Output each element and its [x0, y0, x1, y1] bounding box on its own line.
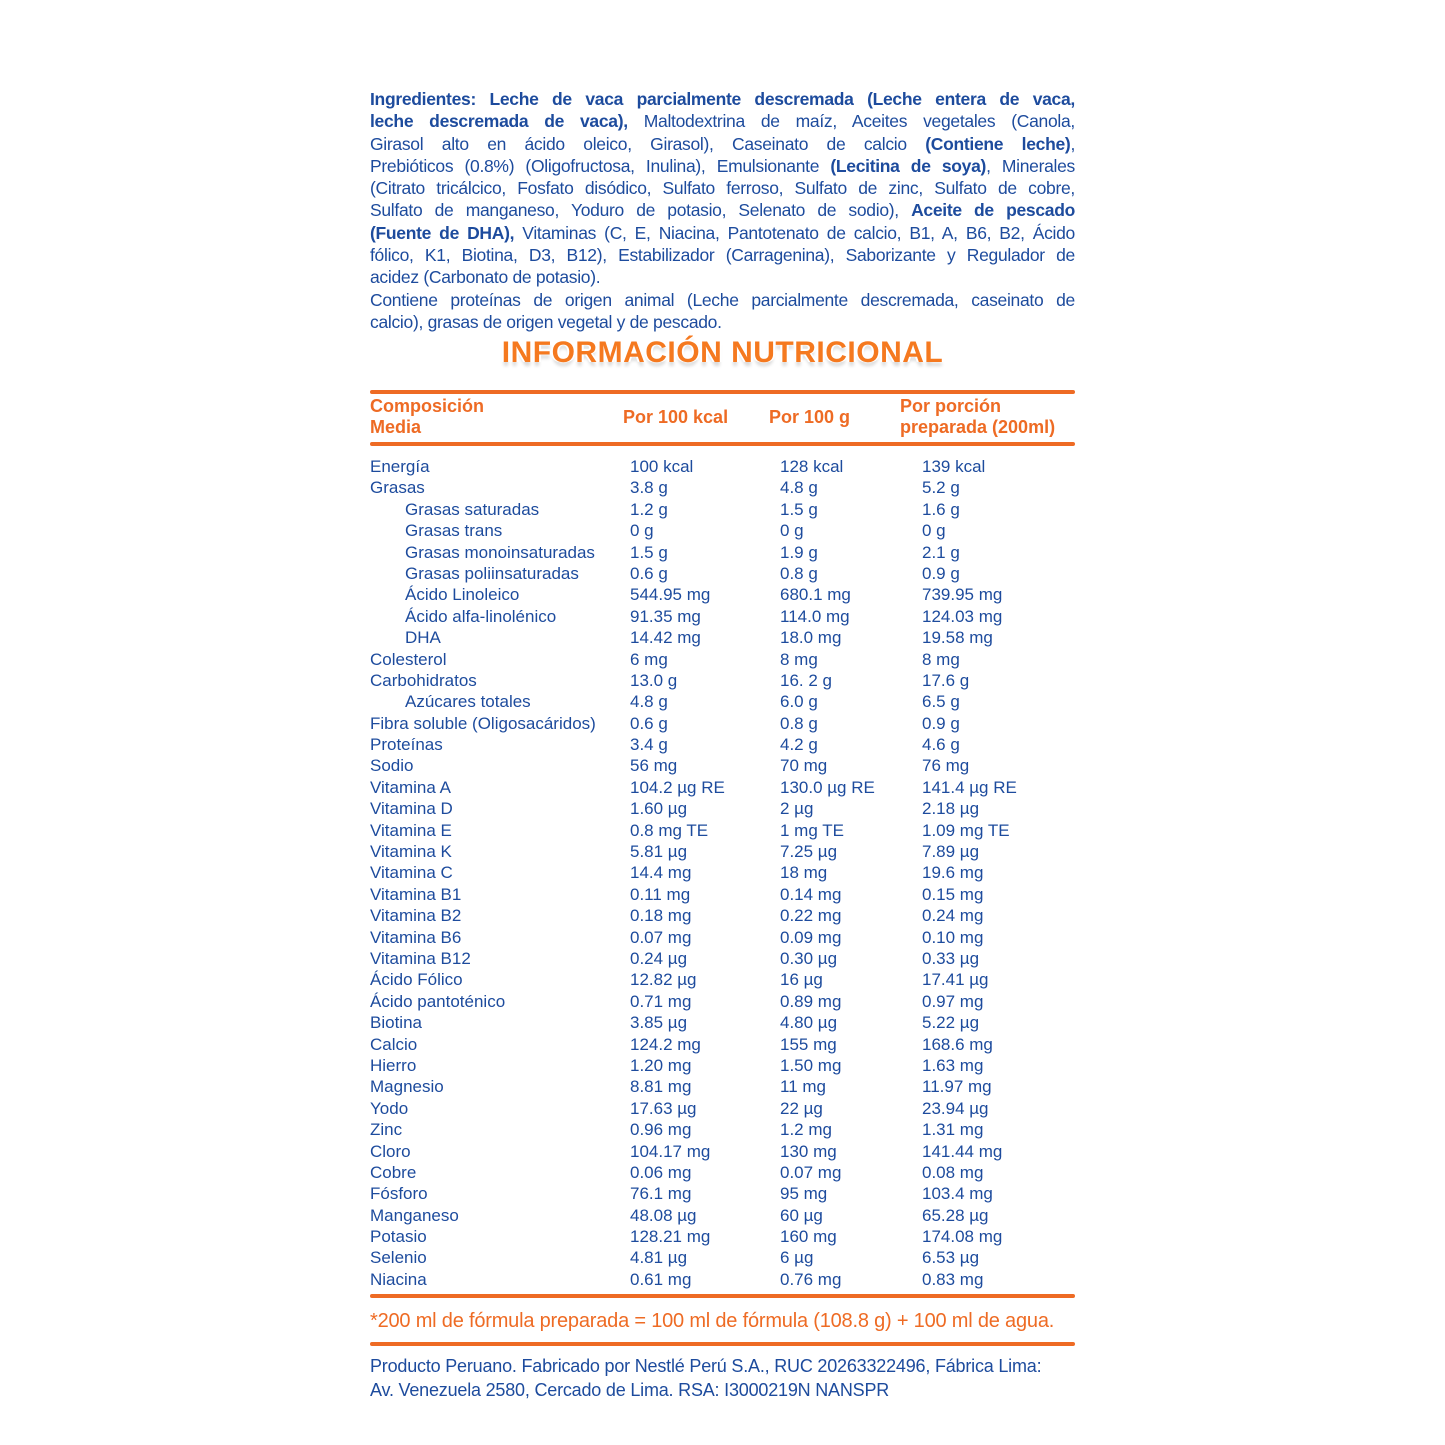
row-label: Sodio — [370, 756, 414, 776]
table-row — [370, 1247, 1075, 1268]
row-value-col3: 0.24 mg — [922, 906, 984, 926]
row-value-col2: 0.14 mg — [780, 884, 842, 904]
row-value-col2: 1.9 g — [780, 542, 818, 562]
row-value-col2: 1.2 mg — [780, 1120, 832, 1140]
row-value-col1: 6 mg — [630, 649, 668, 669]
ingredient-text-bold: Aceite de pescado — [911, 200, 1075, 221]
table-row — [370, 542, 1075, 563]
row-value-col1: 3.4 g — [630, 735, 668, 755]
ingredient-text: , Minerales — [986, 155, 1075, 176]
row-value-col1: 104.17 mg — [630, 1141, 711, 1161]
row-value-col2: 4.8 g — [780, 478, 818, 498]
table-row — [370, 563, 1075, 584]
row-value-col3: 19.58 mg — [922, 628, 993, 648]
row-value-col2: 0.89 mg — [780, 991, 842, 1011]
row-value-col1: 0.06 mg — [630, 1162, 692, 1182]
row-value-col1: 1.60 µg — [630, 799, 688, 819]
row-value-col3: 17.6 g — [922, 670, 970, 690]
row-value-col1: 0.8 mg TE — [630, 820, 709, 840]
row-value-col2: 130.0 µg RE — [780, 777, 875, 797]
row-value-col3: 5.22 µg — [922, 1013, 980, 1033]
ingredient-text-bold: (Fuente de DHA), — [370, 222, 515, 243]
row-value-col3: 65.28 µg — [922, 1205, 989, 1225]
row-value-col3: 76 mg — [922, 756, 970, 776]
ingredient-text-bold: (Contiene leche) — [925, 133, 1071, 154]
ingredient-text-bold: Ingredientes: Leche de vaca parcialmente descremada (Leche entera de vaca, — [370, 89, 1075, 109]
table-row — [370, 1119, 1075, 1140]
row-value-col1: 14.4 mg — [630, 863, 692, 883]
row-value-col3: 0.9 g — [922, 563, 960, 583]
row-value-col2: 60 µg — [780, 1205, 823, 1225]
row-value-col1: 0.11 mg — [630, 884, 691, 904]
divider-rule-table-bottom — [370, 1294, 1075, 1298]
row-value-col3: 1.09 mg TE — [922, 820, 1010, 840]
ingredients-paragraph — [370, 88, 1075, 333]
divider-rule-header-bottom — [370, 442, 1075, 446]
row-value-col1: 56 mg — [630, 756, 678, 776]
row-label: Ácido Linoleico — [405, 585, 520, 605]
table-row — [370, 841, 1075, 862]
row-value-col3: 141.4 µg RE — [922, 777, 1017, 797]
ingredient-text: fólico, K1, Biotina, D3, B12), Estabilizador (Carragenina), Saborizante y Regulador de — [370, 245, 1075, 266]
ingredients-line — [370, 266, 1075, 288]
row-value-col2: 70 mg — [780, 756, 828, 776]
row-value-col2: 0.8 g — [780, 563, 818, 583]
row-label: Vitamina E — [370, 820, 452, 840]
ingredient-text: Girasol alto en ácido oleico, Girasol), Caseinato de calcio — [370, 133, 926, 154]
row-label: Colesterol — [370, 649, 447, 669]
row-value-col2: 7.25 µg — [780, 842, 838, 862]
table-row — [370, 1226, 1075, 1247]
header-por-porcion: Por porción preparada (200ml) — [900, 396, 1056, 437]
table-row — [370, 905, 1075, 926]
row-value-col2: 0.76 mg — [780, 1269, 842, 1289]
ingredient-text: Sulfato de manganeso, Yoduro de potasio, Selenato de sodio), — [370, 200, 912, 221]
ingredients-line — [370, 289, 1075, 311]
row-value-col2: 1 mg TE — [780, 820, 844, 840]
divider-rule-footnote-bottom — [370, 1342, 1075, 1346]
row-value-col3: 2.18 µg — [922, 799, 980, 819]
row-label: Grasas saturadas — [405, 499, 540, 519]
table-row — [370, 798, 1075, 819]
table-row — [370, 1055, 1075, 1076]
table-row — [370, 456, 1075, 477]
ingredient-text: Prebióticos (0.8%) (Oligofructosa, Inulina), Emulsionante — [370, 155, 831, 176]
row-value-col2: 128 kcal — [780, 457, 844, 476]
row-value-col1: 0.6 g — [630, 563, 668, 583]
table-row — [370, 520, 1075, 541]
row-label: Biotina — [370, 1013, 422, 1033]
row-label: Vitamina B6 — [370, 927, 462, 947]
table-row — [370, 499, 1075, 520]
row-value-col2: 0.09 mg — [780, 927, 842, 947]
table-row — [370, 627, 1075, 648]
row-value-col1: 3.8 g — [630, 478, 668, 498]
ingredient-text: , — [1070, 133, 1075, 154]
row-value-col3: 0 g — [922, 521, 946, 541]
row-value-col2: 130 mg — [780, 1141, 837, 1161]
row-label: Zinc — [370, 1120, 403, 1140]
table-row — [370, 820, 1075, 841]
table-header-row — [370, 394, 1075, 440]
row-value-col1: 3.85 µg — [630, 1013, 688, 1033]
row-value-col2: 22 µg — [780, 1098, 823, 1118]
manufacturer-line-2: Av. Venezuela 2580, Cercado de Lima. RSA: I3000219N NANSPR — [370, 1380, 890, 1400]
row-value-col3: 0.97 mg — [922, 991, 984, 1011]
row-label: Manganeso — [370, 1205, 459, 1225]
row-value-col1: 91.35 mg — [630, 606, 701, 626]
row-value-col2: 0.30 µg — [780, 948, 838, 968]
row-value-col2: 4.2 g — [780, 735, 818, 755]
row-value-col1: 0.07 mg — [630, 927, 692, 947]
row-value-col1: 0 g — [630, 521, 654, 541]
row-label: Hierro — [370, 1055, 417, 1075]
ingredients-line — [370, 244, 1075, 266]
row-value-col3: 1.31 mg — [922, 1120, 984, 1140]
manufacturer-info — [370, 1354, 1075, 1402]
row-value-col1: 48.08 µg — [630, 1205, 697, 1225]
table-row — [370, 734, 1075, 755]
row-label: Vitamina B12 — [370, 948, 471, 968]
row-value-col3: 739.95 mg — [922, 585, 1003, 605]
row-value-col2: 4.80 µg — [780, 1013, 838, 1033]
ingredients-line — [370, 177, 1075, 199]
row-label: Vitamina A — [370, 777, 451, 797]
row-label: Vitamina K — [370, 842, 452, 862]
table-row — [370, 1269, 1075, 1290]
nutrition-table-body — [370, 456, 1075, 1290]
row-value-col2: 18 mg — [780, 863, 828, 883]
ingredients-line — [370, 311, 1075, 333]
row-value-col3: 7.89 µg — [922, 842, 980, 862]
row-value-col2: 1.5 g — [780, 499, 818, 519]
row-value-col3: 17.41 µg — [922, 970, 989, 990]
row-label: Grasas poliinsaturadas — [405, 563, 579, 583]
row-label: Selenio — [370, 1248, 427, 1268]
row-value-col2: 6 µg — [780, 1248, 814, 1268]
table-row — [370, 670, 1075, 691]
row-value-col3: 19.6 mg — [922, 863, 984, 883]
row-value-col2: 160 mg — [780, 1227, 837, 1247]
row-label: Ácido pantoténico — [370, 991, 506, 1011]
row-value-col1: 8.81 mg — [630, 1077, 692, 1097]
row-label: Yodo — [370, 1098, 409, 1118]
ingredient-text: acidez (Carbonato de potasio). — [370, 267, 601, 288]
table-row — [370, 1034, 1075, 1055]
row-value-col1: 12.82 µg — [630, 970, 697, 990]
table-row — [370, 884, 1075, 905]
row-value-col3: 4.6 g — [922, 735, 960, 755]
row-value-col2: 11 mg — [780, 1077, 826, 1097]
ingredients-line — [370, 199, 1075, 221]
table-row — [370, 691, 1075, 712]
row-value-col2: 2 µg — [780, 799, 814, 819]
row-label: Grasas monoinsaturadas — [405, 542, 595, 562]
row-value-col3: 174.08 mg — [922, 1227, 1003, 1247]
row-value-col2: 680.1 mg — [780, 585, 851, 605]
row-value-col2: 0.07 mg — [780, 1162, 842, 1182]
row-label: Proteínas — [370, 735, 443, 755]
row-value-col1: 1.5 g — [630, 542, 668, 562]
row-label: Calcio — [370, 1034, 418, 1054]
table-row — [370, 1183, 1075, 1204]
ingredients-line — [370, 110, 1075, 132]
manufacturer-line-1: Producto Peruano. Fabricado por Nestlé Perú S.A., RUC 20263322496, Fábrica Lima: — [370, 1356, 1042, 1376]
row-value-col1: 0.71 mg — [630, 991, 692, 1011]
row-value-col2: 16 µg — [780, 970, 823, 990]
row-label: Ácido Fólico — [370, 970, 463, 990]
row-value-col3: 1.63 mg — [922, 1055, 984, 1075]
row-value-col1: 0.96 mg — [630, 1120, 692, 1140]
table-row — [370, 755, 1075, 776]
row-value-col3: 139 kcal — [922, 457, 986, 476]
row-value-col3: 8 mg — [922, 649, 960, 669]
row-value-col2: 0.8 g — [780, 713, 818, 733]
row-value-col3: 11.97 mg — [922, 1077, 992, 1097]
row-label: Cobre — [370, 1162, 417, 1182]
row-label: Fósforo — [370, 1184, 428, 1204]
header-por-100-g: Por 100 g — [769, 406, 851, 427]
ingredient-text: Vitaminas (C, E, Niacina, Pantotenato de calcio, B1, A, B6, B2, Ácido — [514, 222, 1075, 243]
row-value-col1: 0.18 mg — [630, 906, 692, 926]
table-row — [370, 1098, 1075, 1119]
row-value-col2: 114.0 mg — [780, 606, 850, 626]
table-row — [370, 927, 1075, 948]
table-row — [370, 649, 1075, 670]
row-label: Potasio — [370, 1227, 427, 1247]
row-value-col2: 95 mg — [780, 1184, 828, 1204]
row-value-col1: 76.1 mg — [630, 1184, 692, 1204]
row-value-col3: 103.4 mg — [922, 1184, 993, 1204]
row-label: Energía — [370, 457, 430, 476]
row-value-col1: 1.20 mg — [630, 1055, 692, 1075]
row-label: DHA — [405, 628, 441, 648]
table-row — [370, 969, 1075, 990]
row-value-col3: 0.83 mg — [922, 1269, 984, 1289]
ingredient-text-bold: (Lecitina de soya) — [830, 155, 987, 176]
table-row — [370, 948, 1075, 969]
table-row — [370, 777, 1075, 798]
row-value-col3: 0.08 mg — [922, 1162, 984, 1182]
row-value-col1: 14.42 mg — [630, 628, 701, 648]
ingredient-text: Contiene proteínas de origen animal (Leche parcialmente descremada, caseinato de — [370, 289, 1075, 310]
row-value-col3: 2.1 g — [922, 542, 960, 562]
ingredient-text: (Citrato tricálcico, Fosfato disódico, Sulfato ferroso, Sulfato de zinc, Sulfato de cobre, — [370, 178, 1075, 199]
row-value-col3: 23.94 µg — [922, 1098, 989, 1118]
row-label: Azúcares totales — [405, 692, 531, 712]
row-label: Fibra soluble (Oligosacáridos) — [370, 713, 596, 733]
row-value-col3: 124.03 mg — [922, 606, 1003, 626]
row-label: Cloro — [370, 1141, 411, 1161]
label-sheet — [370, 88, 1075, 1408]
row-value-col1: 0.24 µg — [630, 948, 688, 968]
row-value-col1: 4.81 µg — [630, 1248, 688, 1268]
row-value-col2: 8 mg — [780, 649, 818, 669]
table-row — [370, 1162, 1075, 1183]
row-label: Ácido alfa-linolénico — [405, 606, 557, 626]
row-label: Vitamina C — [370, 863, 453, 883]
row-value-col2: 0 g — [780, 521, 804, 541]
row-label: Grasas trans — [405, 521, 503, 541]
table-row — [370, 606, 1075, 627]
table-row — [370, 862, 1075, 883]
row-value-col3: 6.53 µg — [922, 1248, 980, 1268]
row-value-col2: 1.50 mg — [780, 1055, 842, 1075]
row-value-col3: 0.33 µg — [922, 948, 980, 968]
row-label: Vitamina B1 — [370, 884, 462, 904]
header-por-100-kcal: Por 100 kcal — [623, 406, 729, 427]
row-value-col3: 0.9 g — [922, 713, 960, 733]
row-value-col3: 141.44 mg — [922, 1141, 1003, 1161]
row-value-col1: 128.21 mg — [630, 1227, 711, 1247]
row-value-col1: 124.2 mg — [630, 1034, 701, 1054]
row-value-col2: 0.22 mg — [780, 906, 842, 926]
row-value-col1: 1.2 g — [630, 499, 668, 519]
table-row — [370, 1012, 1075, 1033]
table-row — [370, 477, 1075, 498]
table-row — [370, 713, 1075, 734]
ingredients-line — [370, 155, 1075, 177]
table-row — [370, 1205, 1075, 1226]
ingredient-text: calcio), grasas de origen vegetal y de pescado. — [370, 311, 722, 332]
row-value-col3: 1.6 g — [922, 499, 960, 519]
row-value-col2: 16. 2 g — [780, 670, 832, 690]
row-label: Carbohidratos — [370, 670, 477, 690]
header-composicion-media: Composición Media — [370, 396, 485, 437]
row-value-col1: 100 kcal — [630, 457, 694, 476]
row-value-col1: 0.61 mg — [630, 1269, 692, 1289]
row-label: Grasas — [370, 478, 425, 498]
row-value-col2: 6.0 g — [780, 692, 818, 712]
row-value-col1: 104.2 µg RE — [630, 777, 725, 797]
row-value-col1: 13.0 g — [630, 670, 678, 690]
ingredient-text: Maltodextrina de maíz, Aceites vegetales (Canola, — [627, 111, 1075, 132]
nutrition-info-title: INFORMACIÓN NUTRICIONAL — [501, 336, 944, 369]
row-value-col2: 18.0 mg — [780, 628, 842, 648]
table-row — [370, 584, 1075, 605]
ingredients-line — [370, 222, 1075, 244]
row-value-col1: 0.6 g — [630, 713, 668, 733]
row-value-col1: 17.63 µg — [630, 1098, 697, 1118]
table-row — [370, 1141, 1075, 1162]
row-value-col2: 155 mg — [780, 1034, 837, 1054]
row-label: Vitamina B2 — [370, 906, 462, 926]
table-row — [370, 991, 1075, 1012]
row-label: Vitamina D — [370, 799, 453, 819]
preparation-footnote: *200 ml de fórmula preparada = 100 ml de fórmula (108.8 g) + 100 ml de agua. — [370, 1310, 1055, 1332]
row-value-col1: 4.8 g — [630, 692, 668, 712]
row-value-col3: 0.15 mg — [922, 884, 984, 904]
ingredients-line — [370, 88, 1075, 110]
table-row — [370, 1076, 1075, 1097]
row-value-col1: 5.81 µg — [630, 842, 688, 862]
row-label: Niacina — [370, 1269, 427, 1289]
row-value-col3: 5.2 g — [922, 478, 960, 498]
ingredient-text-bold: leche descremada de vaca), — [370, 111, 628, 132]
row-value-col3: 6.5 g — [922, 692, 960, 712]
row-value-col1: 544.95 mg — [630, 585, 711, 605]
row-value-col3: 0.10 mg — [922, 927, 984, 947]
row-value-col3: 168.6 mg — [922, 1034, 993, 1054]
row-label: Magnesio — [370, 1077, 444, 1097]
ingredients-line — [370, 133, 1075, 155]
